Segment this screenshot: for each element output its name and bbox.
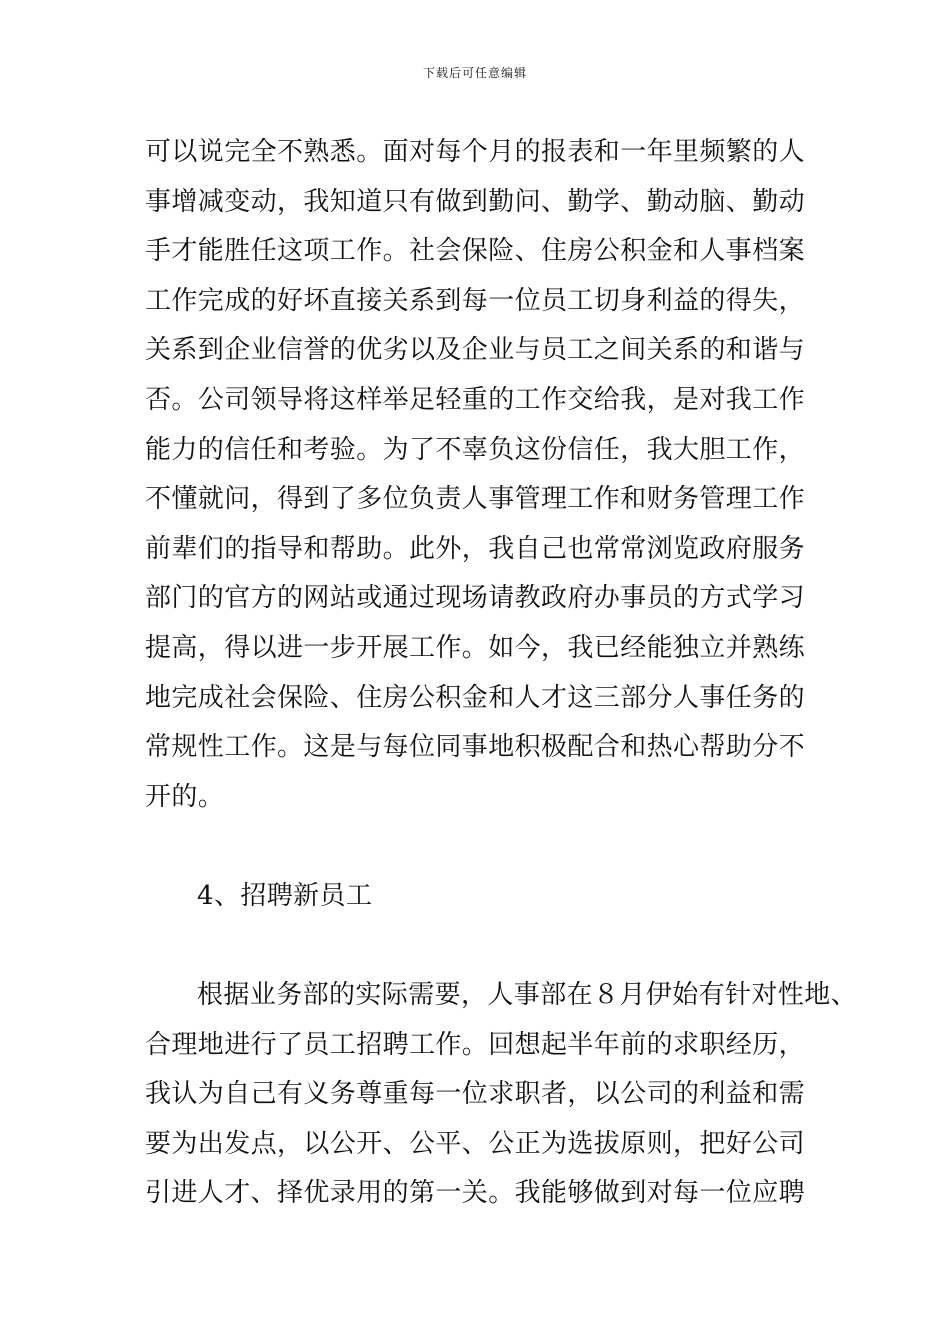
paragraph-1 [145,128,845,822]
paragraph-line: 我认为自己有义务尊重每一位求职者，以公司的利益和需 [145,1079,806,1110]
paragraph-line: 能力的信任和考验。为了不辜负这份信任，我大胆工作， [145,434,806,465]
paragraph-2 [145,971,858,1219]
paragraph-line: 事增减变动，我知道只有做到勤问、勤学、勤动脑、勤动 [145,186,806,217]
paragraph-line: 合理地进行了员工招聘工作。回想起半年前的求职经历， [145,1029,806,1060]
page-header: 下载后可任意编辑 [422,66,527,80]
document-body [145,128,858,1219]
paragraph-line: 提高，得以进一步开展工作。如今，我已经能独立并熟练 [145,632,806,663]
paragraph-line: 工作完成的好坏直接关系到每一位员工切身利益的得失， [145,285,806,316]
paragraph-line: 关系到企业信誉的优劣以及企业与员工之间关系的和谐与 [145,335,806,366]
paragraph-line: 手才能胜任这项工作。社会保险、住房公积金和人事档案 [145,236,806,267]
paragraph-line: 引进人才、择优录用的第一关。我能够做到对每一位应聘 [145,1178,806,1209]
paragraph-line: 地完成社会保险、住房公积金和人才这三部分人事任务的 [145,682,806,713]
paragraph-line: 常规性工作。这是与每位同事地积极配合和热心帮助分不 [145,732,806,763]
paragraph-line: 根据业务部的实际需要，人事部在８月伊始有针对性地、 [197,980,858,1011]
paragraph-line: 要为出发点，以公开、公平、公正为选拔原则，把好公司 [145,1128,806,1159]
paragraph-line: 否。公司领导将这样举足轻重的工作交给我，是对我工作 [145,384,806,415]
blank-line [145,922,845,972]
paragraph-line: 部门的官方的网站或通过现场请教政府办事员的方式学习 [145,583,806,614]
paragraph-line: 前辈们的指导和帮助。此外，我自己也常常浏览政府服务 [145,533,806,564]
blank-line [145,822,845,872]
paragraph-line: 不懂就问，得到了多位负责人事管理工作和财务管理工作 [145,484,806,515]
paragraph-line: 可以说完全不熟悉。面对每个月的报表和一年里频繁的人 [145,137,806,167]
paragraph-line: 开的。 [145,781,225,812]
section-heading: 4、招聘新员工 [197,880,373,911]
